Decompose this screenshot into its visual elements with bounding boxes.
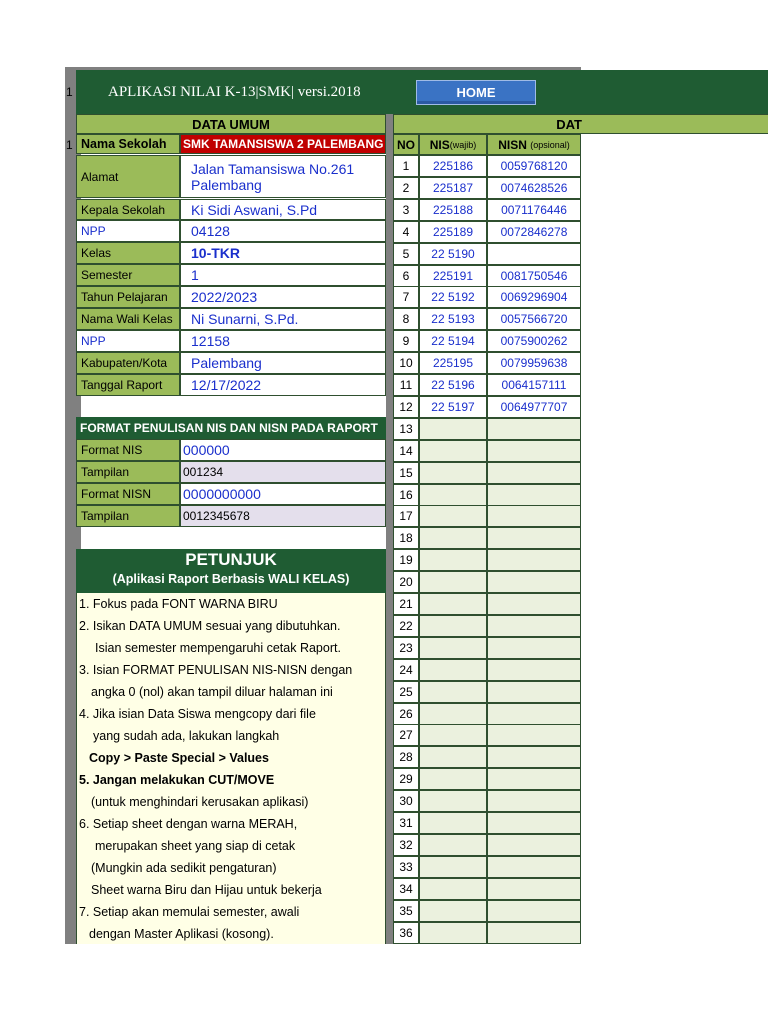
data-umum-value[interactable]: 12/17/2022 — [180, 374, 386, 396]
nis-cell[interactable] — [419, 593, 487, 615]
data-umum-label: Alamat — [76, 155, 180, 198]
format-heading: FORMAT PENULISAN NIS DAN NISN PADA RAPORT — [76, 417, 386, 439]
nis-cell[interactable]: 22 5190 — [419, 243, 487, 265]
nisn-cell[interactable]: 0064977707 — [487, 396, 581, 418]
data-umum-value[interactable]: 1 — [180, 264, 386, 286]
nisn-cell[interactable] — [487, 703, 581, 725]
nisn-cell[interactable]: 0074628526 — [487, 177, 581, 199]
petunjuk-body — [76, 593, 386, 944]
format-label: Tampilan — [76, 505, 180, 527]
row-number: 13 — [393, 418, 419, 440]
data-umum-label: NPP — [76, 330, 180, 352]
row-number: 14 — [393, 440, 419, 462]
petunjuk-line: (Mungkin ada sedikit pengaturan) — [91, 861, 277, 875]
nis-cell[interactable]: 225195 — [419, 352, 487, 374]
nis-cell[interactable] — [419, 615, 487, 637]
petunjuk-line: merupakan sheet yang siap di cetak — [95, 839, 296, 853]
data-umum-value[interactable]: Ni Sunarni, S.Pd. — [180, 308, 386, 330]
nisn-cell[interactable] — [487, 484, 581, 506]
nis-cell[interactable]: 225189 — [419, 221, 487, 243]
col-header-no: NO — [393, 134, 419, 155]
row-number: 11 — [393, 374, 419, 396]
row-number: 16 — [393, 484, 419, 506]
row-number: 29 — [393, 768, 419, 790]
row-marker: 1 — [66, 85, 73, 99]
nisn-cell[interactable]: 0069296904 — [487, 286, 581, 308]
col-header-nis — [419, 134, 487, 155]
row-number: 32 — [393, 834, 419, 856]
nisn-cell[interactable]: 0079959638 — [487, 352, 581, 374]
nisn-cell[interactable] — [487, 571, 581, 593]
row-number: 7 — [393, 286, 419, 308]
row-number: 24 — [393, 659, 419, 681]
nisn-cell[interactable] — [487, 418, 581, 440]
row-number: 20 — [393, 571, 419, 593]
nisn-cell[interactable] — [487, 834, 581, 856]
row-number: 33 — [393, 856, 419, 878]
data-umum-label: Tanggal Raport — [76, 374, 180, 396]
petunjuk-line: 2. Isikan DATA UMUM sesuai yang dibutuhkan. — [79, 619, 341, 633]
row-number: 4 — [393, 221, 419, 243]
format-value: 001234 — [180, 461, 386, 483]
data-umum-value[interactable]: 2022/2023 — [180, 286, 386, 308]
nis-cell[interactable] — [419, 790, 487, 812]
nis-cell[interactable]: 22 5193 — [419, 308, 487, 330]
data-umum-value[interactable]: 12158 — [180, 330, 386, 352]
nis-cell[interactable]: 22 5197 — [419, 396, 487, 418]
data-umum-value[interactable]: 04128 — [180, 220, 386, 242]
col-header-nis-label: NIS — [429, 137, 450, 152]
petunjuk-title: PETUNJUK — [185, 550, 277, 569]
row-number: 1 — [393, 155, 419, 177]
petunjuk-line: 5. Jangan melakukan CUT/MOVE — [79, 773, 275, 787]
nisn-cell[interactable] — [487, 440, 581, 462]
nis-cell[interactable]: 225187 — [419, 177, 487, 199]
row-number: 23 — [393, 637, 419, 659]
nis-cell[interactable] — [419, 484, 487, 506]
nisn-cell[interactable] — [487, 790, 581, 812]
data-umum-label: Kelas — [76, 242, 180, 264]
nisn-cell[interactable]: 0081750546 — [487, 265, 581, 287]
nisn-cell[interactable] — [487, 593, 581, 615]
nis-cell[interactable] — [419, 703, 487, 725]
nisn-cell[interactable] — [487, 462, 581, 484]
row-marker: 1 — [66, 138, 73, 152]
petunjuk-line: 6. Setiap sheet dengan warna MERAH, — [79, 817, 298, 831]
nisn-cell[interactable]: 0075900262 — [487, 330, 581, 352]
home-button[interactable]: HOME — [416, 80, 536, 105]
format-label: Format NIS — [76, 439, 180, 461]
row-number: 19 — [393, 549, 419, 571]
nis-cell[interactable]: 22 5196 — [419, 374, 487, 396]
data-umum-heading: DATA UMUM — [76, 114, 386, 134]
row-number: 26 — [393, 703, 419, 725]
row-number: 17 — [393, 505, 419, 527]
petunjuk-lines — [77, 593, 385, 945]
petunjuk-header — [76, 549, 386, 593]
nis-cell[interactable]: 22 5192 — [419, 286, 487, 308]
row-number: 2 — [393, 177, 419, 199]
nisn-cell[interactable]: 0071176446 — [487, 199, 581, 221]
nis-cell[interactable] — [419, 659, 487, 681]
row-number: 22 — [393, 615, 419, 637]
nis-cell[interactable] — [419, 812, 487, 834]
nis-cell[interactable]: 22 5194 — [419, 330, 487, 352]
petunjuk-subtitle: (Aplikasi Raport Berbasis WALI KELAS) — [112, 572, 350, 586]
format-value: 0012345678 — [180, 505, 386, 527]
petunjuk-line: dengan Master Aplikasi (kosong). — [89, 927, 274, 941]
petunjuk-line: yang sudah ada, lakukan langkah — [93, 729, 280, 743]
nisn-cell[interactable] — [487, 724, 581, 746]
row-number: 30 — [393, 790, 419, 812]
nis-cell[interactable] — [419, 549, 487, 571]
nis-cell[interactable] — [419, 900, 487, 922]
nis-cell[interactable]: 225186 — [419, 155, 487, 177]
row-number: 6 — [393, 265, 419, 287]
nisn-cell[interactable] — [487, 549, 581, 571]
petunjuk-line: (untuk menghindari kerusakan aplikasi) — [91, 795, 309, 809]
nisn-cell[interactable] — [487, 659, 581, 681]
data-umum-label: Tahun Pelajaran — [76, 286, 180, 308]
row-number: 27 — [393, 724, 419, 746]
petunjuk-line: 7. Setiap akan memulai semester, awali — [79, 905, 300, 919]
app-title: APLIKASI NILAI K-13|SMK| versi.2018 — [76, 70, 392, 114]
data-umum-value[interactable]: Jalan Tamansiswa No.261 Palembang — [180, 155, 386, 198]
col-header-nisn — [487, 134, 581, 155]
nis-cell[interactable] — [419, 746, 487, 768]
col-header-nisn-label: NISN — [498, 137, 527, 152]
nisn-cell[interactable] — [487, 922, 581, 944]
nis-cell[interactable] — [419, 571, 487, 593]
row-number: 25 — [393, 681, 419, 703]
row-number: 5 — [393, 243, 419, 265]
data-umum-label: NPP — [76, 220, 180, 242]
nisn-cell[interactable] — [487, 812, 581, 834]
data-umum-label: Semester — [76, 264, 180, 286]
col-header-nisn-note: (opsional) — [530, 139, 570, 150]
nisn-cell[interactable] — [487, 878, 581, 900]
nis-cell[interactable] — [419, 505, 487, 527]
nis-cell[interactable] — [419, 834, 487, 856]
row-number: 36 — [393, 922, 419, 944]
nisn-cell[interactable]: 0059768120 — [487, 155, 581, 177]
row-number: 15 — [393, 462, 419, 484]
row-number: 35 — [393, 900, 419, 922]
data-umum-label: Kabupaten/Kota — [76, 352, 180, 374]
row-number: 3 — [393, 199, 419, 221]
nisn-cell[interactable]: 0064157111 — [487, 374, 581, 396]
nis-cell[interactable] — [419, 724, 487, 746]
data-umum-label: Nama Wali Kelas — [76, 308, 180, 330]
data-umum-label: Nama Sekolah — [76, 134, 180, 154]
nisn-cell[interactable] — [487, 681, 581, 703]
petunjuk-line: Sheet warna Biru dan Hijau untuk bekerja — [91, 883, 322, 897]
nis-cell[interactable] — [419, 768, 487, 790]
format-label: Format NISN — [76, 483, 180, 505]
nisn-cell[interactable] — [487, 746, 581, 768]
nis-cell[interactable] — [419, 681, 487, 703]
nis-cell[interactable] — [419, 856, 487, 878]
petunjuk-line: 3. Isian FORMAT PENULISAN NIS-NISN dengan — [79, 663, 353, 677]
data-umum-value[interactable]: 10-TKR — [180, 242, 386, 264]
format-value[interactable]: 000000 — [180, 439, 386, 461]
row-number: 9 — [393, 330, 419, 352]
petunjuk-line: angka 0 (nol) akan tampil diluar halaman ini — [91, 685, 333, 699]
nisn-cell[interactable] — [487, 505, 581, 527]
row-number: 12 — [393, 396, 419, 418]
petunjuk-line: Isian semester mempengaruhi cetak Raport. — [95, 641, 341, 655]
data-umum-value[interactable]: Palembang — [180, 352, 386, 374]
nisn-cell[interactable] — [487, 637, 581, 659]
nis-cell[interactable] — [419, 527, 487, 549]
nis-cell[interactable]: 225191 — [419, 265, 487, 287]
nis-cell[interactable] — [419, 440, 487, 462]
row-number: 18 — [393, 527, 419, 549]
nis-cell[interactable] — [419, 878, 487, 900]
nisn-cell[interactable] — [487, 900, 581, 922]
row-number: 8 — [393, 308, 419, 330]
petunjuk-line: 4. Jika isian Data Siswa mengcopy dari file — [79, 707, 316, 721]
data-siswa-heading: DAT — [393, 114, 768, 134]
data-umum-value[interactable]: SMK TAMANSISWA 2 PALEMBANG — [180, 134, 386, 154]
format-label: Tampilan — [76, 461, 180, 483]
nis-cell[interactable] — [419, 637, 487, 659]
col-header-nis-note: (wajib) — [449, 139, 477, 150]
row-number: 10 — [393, 352, 419, 374]
row-number: 21 — [393, 593, 419, 615]
nisn-cell[interactable] — [487, 768, 581, 790]
row-number: 31 — [393, 812, 419, 834]
nis-cell[interactable] — [419, 462, 487, 484]
nis-cell[interactable] — [419, 418, 487, 440]
data-umum-label: Kepala Sekolah — [76, 199, 180, 220]
nisn-cell[interactable]: 0057566720 — [487, 308, 581, 330]
petunjuk-line: 1. Fokus pada FONT WARNA BIRU — [79, 597, 278, 611]
nis-cell[interactable] — [419, 922, 487, 944]
petunjuk-line: Copy > Paste Special > Values — [89, 751, 269, 765]
gray-frame-divider — [386, 67, 393, 944]
nisn-cell[interactable] — [487, 527, 581, 549]
nisn-cell[interactable] — [487, 243, 581, 265]
row-number: 34 — [393, 878, 419, 900]
nisn-cell[interactable] — [487, 856, 581, 878]
nis-cell[interactable]: 225188 — [419, 199, 487, 221]
nisn-cell[interactable] — [487, 615, 581, 637]
row-number: 28 — [393, 746, 419, 768]
nisn-cell[interactable]: 0072846278 — [487, 221, 581, 243]
data-umum-value[interactable]: Ki Sidi Aswani, S.Pd — [180, 199, 386, 220]
format-value[interactable]: 0000000000 — [180, 483, 386, 505]
